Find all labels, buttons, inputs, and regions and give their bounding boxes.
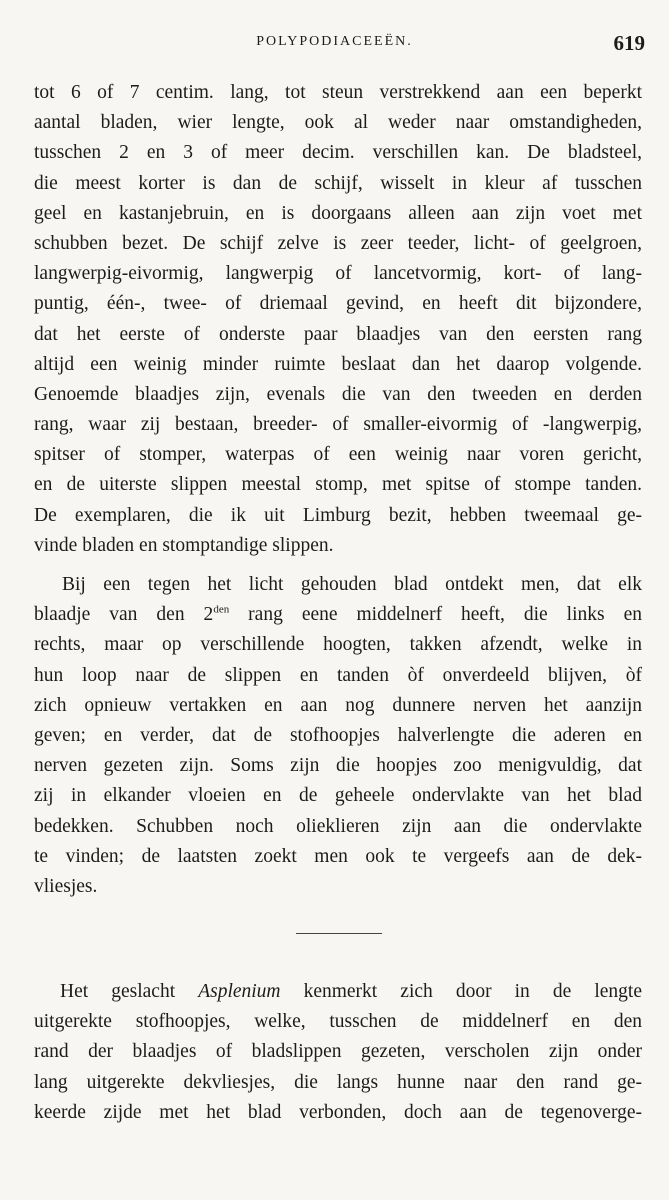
running-header: POLYPODIACEEËN.: [256, 34, 413, 49]
text-fragment: Het geslacht: [60, 981, 199, 1002]
text-line: schubben bezet. De schijf zelve is zeer teeder, licht- of geelgroen,: [34, 232, 642, 254]
text-line: en de uiterste slippen meestal stomp, met spitse of stompe tanden.: [34, 474, 642, 496]
page-number: 619: [613, 31, 645, 55]
text-line: [34, 600, 642, 630]
text-fragment: kenmerkt zich door in de lengte: [280, 981, 642, 1002]
text-line: aantal bladen, wier lengte, ook al weder naar omstandigheden,: [34, 112, 642, 134]
text-line: rang, waar zij bestaan, breeder- of smaller-eivormig of -langwerpig,: [34, 414, 642, 436]
text-line: bedekken. Schubben noch olieklieren zijn aan die ondervlakte: [34, 815, 642, 837]
text-line: zich opnieuw vertakken en aan nog dunnere nerven het aanzijn: [34, 694, 642, 716]
text-line: tot 6 of 7 centim. lang, tot steun verstrekkend aan een beperkt: [34, 82, 642, 103]
text-line: Bij een tegen het licht gehouden blad ontdekt men, dat elk: [62, 574, 642, 595]
paragraph-2: [34, 570, 642, 902]
text-line: altijd een weinig minder ruimte beslaat dan het daarop volgende.: [34, 353, 642, 375]
text-line: geven; en verder, dat de stofhoopjes halverlengte die aderen en: [34, 724, 642, 746]
text-line: vliesjes.: [34, 875, 98, 897]
text-line: De exemplaren, die ik uit Limburg bezit, hebben tweemaal ge-: [34, 504, 642, 526]
text-line: die meest korter is dan de schijf, wisselt in kleur af tusschen: [34, 172, 642, 194]
text-line: dat het eerste of onderste paar blaadjes van den eersten rang: [34, 323, 642, 345]
text-line: vinde bladen en stomptandige slippen.: [34, 534, 334, 556]
text-line: tusschen 2 en 3 of meer decim. verschillen kan. De bladsteel,: [34, 142, 642, 164]
text-fragment: rang eene middelnerf heeft, die links en: [229, 604, 642, 626]
genus-name: Asplenium: [198, 981, 281, 1002]
text-line: te vinden; de laatsten zoekt men ook te vergeefs aan de dek-: [34, 845, 642, 867]
paragraph-3: [34, 977, 642, 1128]
text-line: zij in elkander vloeien en de geheele ondervlakte van het blad: [34, 785, 642, 807]
text-line: spitser of stomper, waterpas of een weinig naar voren gericht,: [34, 444, 642, 466]
text-line: lang uitgerekte dekvliesjes, die langs hunne naar den rand ge-: [34, 1071, 642, 1093]
text-line: uitgerekte stofhoopjes, welke, tusschen de middelnerf en den: [34, 1011, 642, 1033]
text-line: keerde zijde met het blad verbonden, doch aan de tegenoverge-: [34, 1101, 642, 1123]
section-divider: [296, 933, 382, 934]
text-fragment: blaadje van den 2: [34, 604, 214, 626]
text-line: geel en kastanjebruin, en is doorgaans alleen aan zijn voet met: [34, 202, 642, 224]
text-line: Genoemde blaadjes zijn, evenals die van den tweeden en derden: [34, 383, 642, 405]
paragraph-1: [34, 78, 642, 561]
text-line: rand der blaadjes of bladslippen gezeten, verscholen zijn onder: [34, 1041, 642, 1063]
ordinal-superscript: den: [213, 603, 230, 616]
text-line: [34, 977, 642, 1007]
text-line: rechts, maar op verschillende hoogten, takken afzendt, welke in: [34, 634, 642, 656]
text-line: nerven gezeten zijn. Soms zijn die hoopjes zoo menigvuldig, dat: [34, 755, 642, 777]
text-line: hun loop naar de slippen en tanden òf onverdeeld blijven, òf: [34, 664, 642, 686]
text-line: langwerpig-eivormig, langwerpig of lancetvormig, kort- of lang-: [34, 263, 642, 285]
text-line: puntig, één-, twee- of driemaal gevind, en heeft dit bijzondere,: [34, 293, 642, 315]
